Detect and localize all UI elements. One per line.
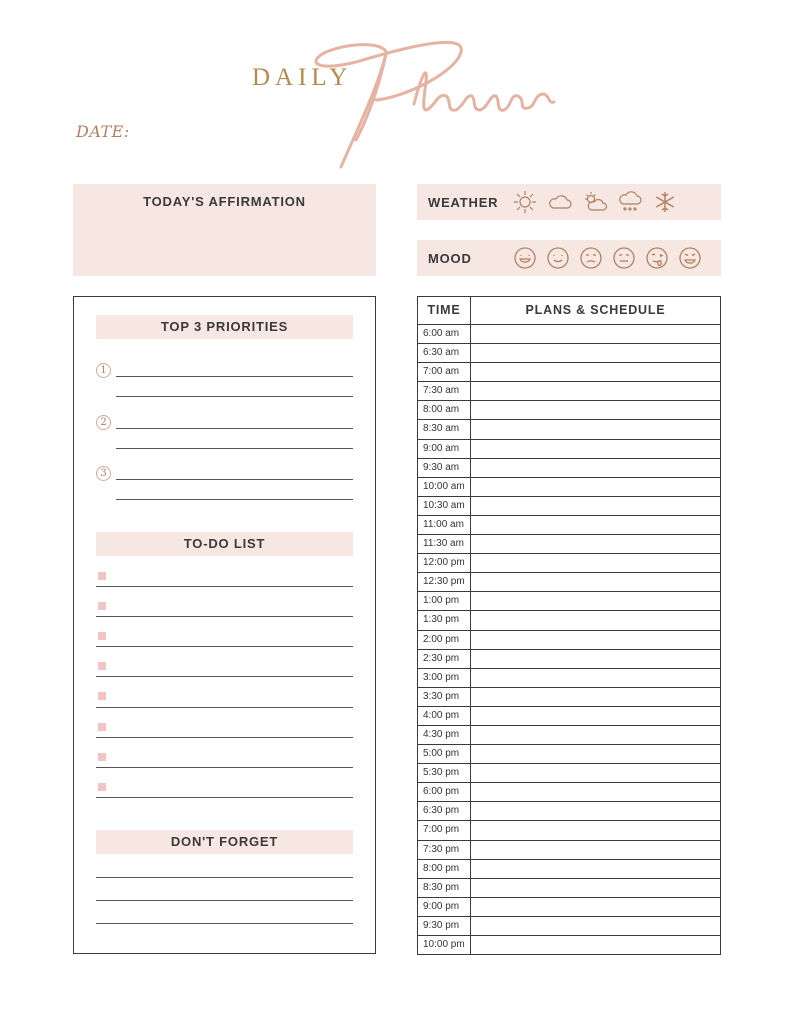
priority-line-1b[interactable] [116, 396, 353, 397]
schedule-row [418, 936, 720, 955]
todo-checkbox[interactable] [98, 692, 106, 700]
affirmation-box[interactable] [73, 184, 376, 276]
schedule-row [418, 325, 720, 344]
time-cell: 7:30 am [418, 382, 471, 400]
partly-cloudy-icon[interactable] [582, 189, 608, 215]
plan-cell[interactable] [471, 726, 720, 744]
plan-cell[interactable] [471, 325, 720, 343]
time-cell: 6:30 am [418, 344, 471, 362]
time-column-header: TIME [418, 297, 471, 324]
plan-cell[interactable] [471, 401, 720, 419]
schedule-row [418, 726, 720, 745]
cloud-icon[interactable] [547, 189, 573, 215]
time-cell: 2:00 pm [418, 631, 471, 649]
plan-cell[interactable] [471, 936, 720, 955]
todo-line[interactable] [96, 737, 353, 738]
time-cell: 7:00 pm [418, 821, 471, 839]
schedule-row [418, 860, 720, 879]
schedule-row [418, 401, 720, 420]
plan-cell[interactable] [471, 382, 720, 400]
priority-line-1a[interactable] [116, 376, 353, 377]
plan-cell[interactable] [471, 707, 720, 725]
todo-line[interactable] [96, 616, 353, 617]
time-cell: 3:00 pm [418, 669, 471, 687]
todo-line[interactable] [96, 646, 353, 647]
time-cell: 1:00 pm [418, 592, 471, 610]
plan-cell[interactable] [471, 592, 720, 610]
angry-face-icon[interactable] [677, 245, 703, 271]
time-cell: 8:30 pm [418, 879, 471, 897]
time-cell: 11:30 am [418, 535, 471, 553]
todo-checkbox[interactable] [98, 662, 106, 670]
plan-cell[interactable] [471, 745, 720, 763]
time-cell: 4:30 pm [418, 726, 471, 744]
plan-cell[interactable] [471, 497, 720, 515]
time-cell: 10:00 am [418, 478, 471, 496]
time-cell: 3:30 pm [418, 688, 471, 706]
dont-forget-header: DON'T FORGET [96, 830, 353, 854]
todo-line[interactable] [96, 707, 353, 708]
time-cell: 9:00 pm [418, 898, 471, 916]
schedule-row [418, 611, 720, 630]
schedule-row [418, 497, 720, 516]
plan-cell[interactable] [471, 554, 720, 572]
schedule-table [417, 296, 721, 955]
dont-forget-line[interactable] [96, 923, 353, 924]
schedule-row [418, 802, 720, 821]
todo-line[interactable] [96, 676, 353, 677]
schedule-row [418, 745, 720, 764]
schedule-row [418, 363, 720, 382]
affirmation-title: TODAY'S AFFIRMATION [143, 194, 306, 209]
schedule-row [418, 707, 720, 726]
plan-cell[interactable] [471, 783, 720, 801]
time-cell: 6:00 am [418, 325, 471, 343]
schedule-row [418, 554, 720, 573]
plan-cell[interactable] [471, 650, 720, 668]
plan-cell[interactable] [471, 631, 720, 649]
time-cell: 5:30 pm [418, 764, 471, 782]
happy-face-icon[interactable] [512, 245, 538, 271]
time-cell: 8:30 am [418, 420, 471, 438]
silly-face-icon[interactable] [644, 245, 670, 271]
todo-checkbox[interactable] [98, 572, 106, 580]
plan-cell[interactable] [471, 764, 720, 782]
plan-cell[interactable] [471, 420, 720, 438]
snowflake-icon[interactable] [652, 189, 678, 215]
time-cell: 10:30 am [418, 497, 471, 515]
schedule-row [418, 669, 720, 688]
dont-forget-line[interactable] [96, 900, 353, 901]
schedule-row [418, 841, 720, 860]
plan-cell[interactable] [471, 363, 720, 381]
weather-box [417, 184, 721, 220]
schedule-row [418, 478, 720, 497]
time-cell: 12:00 pm [418, 554, 471, 572]
plan-cell[interactable] [471, 841, 720, 859]
todo-line[interactable] [96, 767, 353, 768]
schedule-row [418, 879, 720, 898]
todo-header: TO-DO LIST [96, 532, 353, 556]
schedule-header-row [418, 297, 720, 325]
plan-cell[interactable] [471, 478, 720, 496]
plan-cell[interactable] [471, 459, 720, 477]
sad-face-icon[interactable] [611, 245, 637, 271]
priority-line-3a[interactable] [116, 479, 353, 480]
schedule-row [418, 917, 720, 936]
todo-line[interactable] [96, 586, 353, 587]
priority-line-2b[interactable] [116, 448, 353, 449]
rain-icon[interactable] [617, 189, 643, 215]
todo-checkbox[interactable] [98, 632, 106, 640]
schedule-row [418, 783, 720, 802]
todo-checkbox[interactable] [98, 602, 106, 610]
plan-cell[interactable] [471, 917, 720, 935]
time-cell: 9:30 pm [418, 917, 471, 935]
todo-checkbox[interactable] [98, 753, 106, 761]
time-cell: 7:00 am [418, 363, 471, 381]
time-cell: 1:30 pm [418, 611, 471, 629]
time-cell: 11:00 am [418, 516, 471, 534]
todo-checkbox[interactable] [98, 783, 106, 791]
time-cell: 4:00 pm [418, 707, 471, 725]
schedule-row [418, 516, 720, 535]
plan-cell[interactable] [471, 516, 720, 534]
time-cell: 7:30 pm [418, 841, 471, 859]
schedule-row [418, 459, 720, 478]
priority-number-3: 3 [96, 466, 111, 481]
plan-cell[interactable] [471, 535, 720, 553]
neutral-face-icon[interactable] [578, 245, 604, 271]
schedule-row [418, 631, 720, 650]
priority-number-1: 1 [96, 363, 111, 378]
schedule-row [418, 344, 720, 363]
plan-cell[interactable] [471, 688, 720, 706]
time-cell: 10:00 pm [418, 936, 471, 955]
time-cell: 12:30 pm [418, 573, 471, 591]
priority-line-2a[interactable] [116, 428, 353, 429]
schedule-row [418, 821, 720, 840]
schedule-row [418, 573, 720, 592]
todo-line[interactable] [96, 797, 353, 798]
plan-cell[interactable] [471, 573, 720, 591]
time-cell: 5:00 pm [418, 745, 471, 763]
plan-cell[interactable] [471, 860, 720, 878]
priorities-header: TOP 3 PRIORITIES [96, 315, 353, 339]
plan-cell[interactable] [471, 611, 720, 629]
schedule-body [418, 325, 720, 955]
time-cell: 9:00 am [418, 440, 471, 458]
schedule-row [418, 420, 720, 439]
todo-checkbox[interactable] [98, 723, 106, 731]
plan-cell[interactable] [471, 802, 720, 820]
plan-cell[interactable] [471, 669, 720, 687]
plan-cell[interactable] [471, 344, 720, 362]
time-cell: 8:00 pm [418, 860, 471, 878]
schedule-row [418, 535, 720, 554]
schedule-row [418, 688, 720, 707]
plan-cell[interactable] [471, 898, 720, 916]
time-cell: 6:00 pm [418, 783, 471, 801]
schedule-row [418, 650, 720, 669]
date-label: DATE: [76, 122, 130, 141]
mood-label: MOOD [428, 250, 472, 266]
schedule-row [418, 592, 720, 611]
time-cell: 8:00 am [418, 401, 471, 419]
schedule-row [418, 898, 720, 917]
priority-number-2: 2 [96, 415, 111, 430]
dont-forget-line[interactable] [96, 877, 353, 878]
sun-icon[interactable] [512, 189, 538, 215]
schedule-row [418, 440, 720, 459]
smile-face-icon[interactable] [545, 245, 571, 271]
mood-box [417, 240, 721, 276]
time-cell: 2:30 pm [418, 650, 471, 668]
left-panel [73, 296, 376, 954]
schedule-row [418, 764, 720, 783]
time-cell: 9:30 am [418, 459, 471, 477]
plan-cell[interactable] [471, 821, 720, 839]
schedule-row [418, 382, 720, 401]
weather-label: WEATHER [428, 194, 499, 210]
plan-cell[interactable] [471, 440, 720, 458]
plans-column-header: PLANS & SCHEDULE [525, 303, 666, 317]
title-daily: DAILY [252, 64, 353, 91]
plan-cell[interactable] [471, 879, 720, 897]
time-cell: 6:30 pm [418, 802, 471, 820]
priority-line-3b[interactable] [116, 499, 353, 500]
